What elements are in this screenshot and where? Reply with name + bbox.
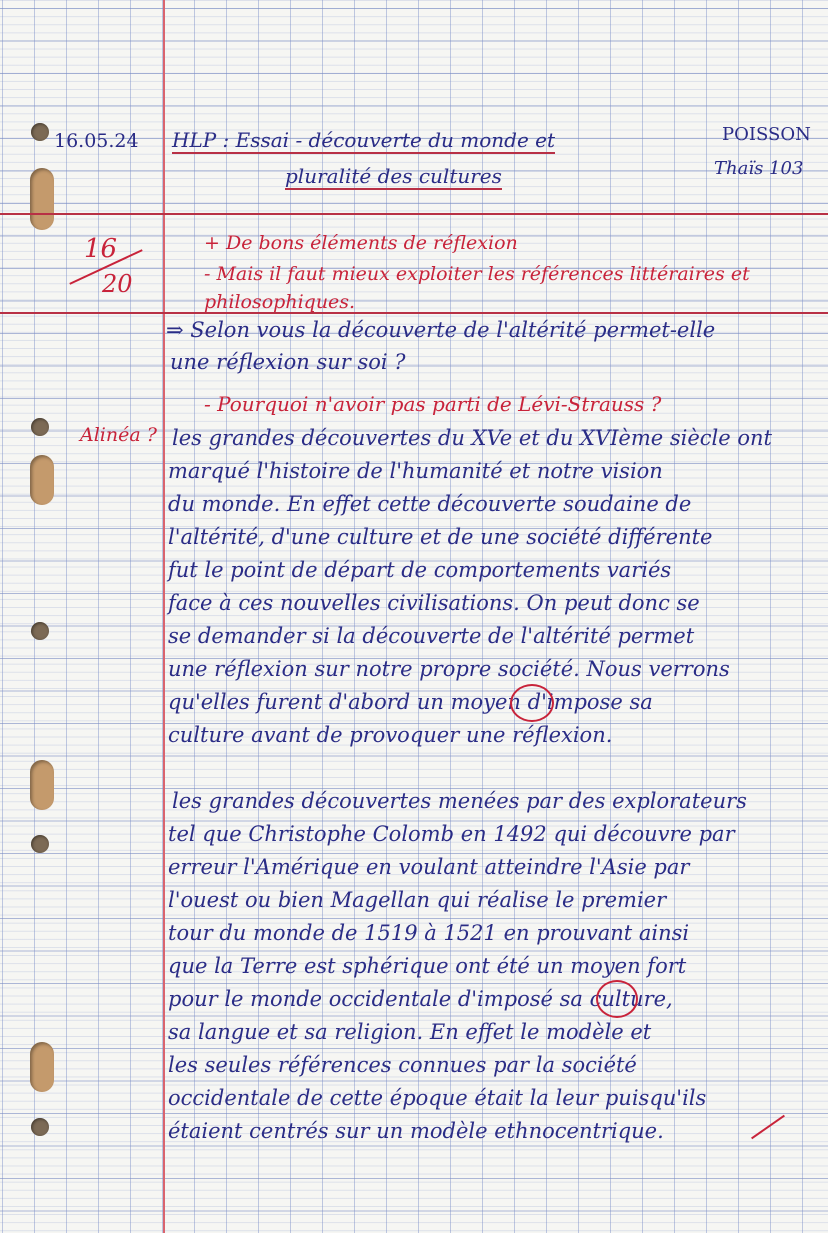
date: 16.05.24 — [54, 130, 139, 152]
text-line: les grandes découvertes du XVe et du XVIème siècle ont — [172, 426, 772, 450]
teacher-comment: philosophiques. — [204, 291, 356, 313]
binder-hole — [30, 760, 54, 810]
margin-note: Alinéa ? — [80, 424, 157, 446]
grade-total: 20 — [102, 270, 133, 298]
text-line: l'altérité, d'une culture et de une société différente — [168, 525, 713, 549]
text-line: tour du monde de 1519 à 1521 en prouvant ainsi — [168, 921, 690, 945]
title-line-1: HLP : Essai - découverte du monde et — [172, 128, 556, 152]
essay-question: ⇒ Selon vous la découverte de l'altérité permet-elle — [166, 318, 716, 342]
binder-hole — [30, 1042, 54, 1092]
text-line: que la Terre est sphérique ont été un moyen fort — [168, 954, 687, 978]
teacher-question: - Pourquoi n'avoir pas parti de Lévi-Strauss ? — [204, 392, 662, 416]
text-line: se demander si la découverte de l'altérité permet — [168, 624, 695, 648]
text-line: les seules références connues par la société — [168, 1053, 637, 1077]
text-line: face à ces nouvelles civilisations. On peut donc se — [168, 591, 700, 615]
text-line: erreur l'Amérique en voulant atteindre l'Asie par — [168, 855, 690, 879]
correction-circle — [510, 684, 554, 722]
margin-line — [163, 0, 165, 1233]
teacher-comment: - Mais il faut mieux exploiter les références littéraires et — [204, 263, 750, 285]
text-line: fut le point de départ de comportements variés — [168, 558, 672, 582]
text-line: l'ouest ou bien Magellan qui réalise le premier — [168, 888, 667, 912]
teacher-comment: + De bons éléments de réflexion — [204, 232, 518, 254]
student-firstname-class: Thaïs 103 — [714, 158, 804, 179]
binder-hole — [31, 123, 49, 141]
binder-hole — [31, 1118, 49, 1136]
text-line: du monde. En effet cette découverte soudaine de — [168, 492, 692, 516]
text-line: pour le monde occidentale d'imposé sa culture, — [168, 987, 673, 1011]
text-line: marqué l'histoire de l'humanité et notre vision — [168, 459, 663, 483]
binder-hole — [30, 168, 54, 230]
header-separator — [0, 213, 828, 215]
binder-hole — [31, 835, 49, 853]
text-line: étaient centrés sur un modèle ethnocentrique. — [168, 1119, 664, 1143]
binder-hole — [30, 455, 54, 505]
text-line: les grandes découvertes menées par des explorateurs — [172, 789, 747, 813]
binder-hole — [31, 622, 49, 640]
text-line: tel que Christophe Colomb en 1492 qui découvre par — [168, 822, 735, 846]
correction-circle — [596, 980, 638, 1018]
essay-question: une réflexion sur soi ? — [170, 350, 406, 374]
student-name: POISSON — [722, 124, 811, 145]
text-line: qu'elles furent d'abord un moyen d'impose sa — [168, 690, 653, 714]
title-line-2: pluralité des cultures — [285, 164, 502, 188]
binder-hole — [31, 418, 49, 436]
text-line: sa langue et sa religion. En effet le modèle et — [168, 1020, 652, 1044]
text-line: culture avant de provoquer une réflexion. — [168, 723, 613, 747]
grade-score: 16 — [84, 234, 118, 264]
comment-separator — [0, 312, 828, 314]
text-line: une réflexion sur notre propre société. Nous verrons — [168, 657, 730, 681]
text-line: occidentale de cette époque était la leur puisqu'ils — [168, 1086, 707, 1110]
